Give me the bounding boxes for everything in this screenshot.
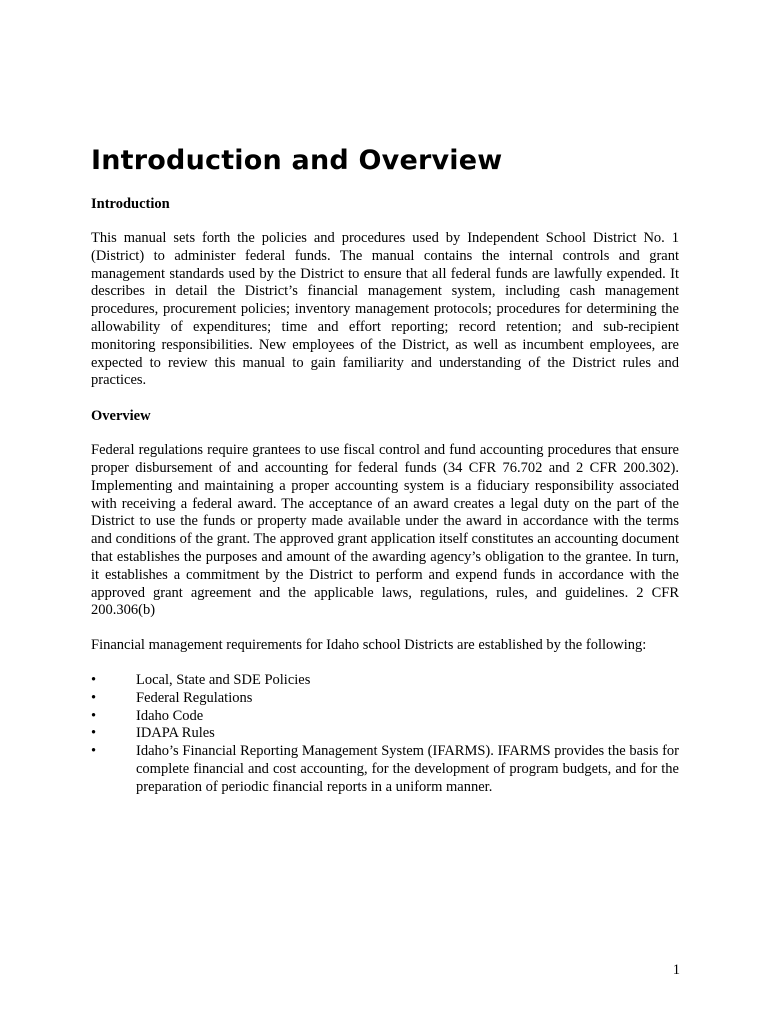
bullet-icon: • xyxy=(91,671,97,688)
bullet-icon: • xyxy=(91,689,97,706)
list-item-text: Idaho Code xyxy=(136,707,204,724)
page-title: Introduction and Overview xyxy=(91,145,503,176)
requirements-list xyxy=(91,672,679,797)
page-number: 1 xyxy=(672,962,680,978)
list-item xyxy=(91,708,679,726)
list-item-text: Idaho’s Financial Reporting Management System (IFARMS). IFARMS provides the basis for complete financial and cost accounting, for the development of program budgets, and for the preparation of periodic financial reports in a uniform manner. xyxy=(136,743,679,795)
bullet-icon: • xyxy=(91,707,97,724)
page-content xyxy=(91,143,679,797)
list-item-text: Federal Regulations xyxy=(136,689,253,706)
list-item xyxy=(91,672,679,690)
bullet-icon: • xyxy=(91,743,97,760)
section-heading-introduction: Introduction xyxy=(91,196,170,212)
list-item-text: IDAPA Rules xyxy=(136,725,215,742)
list-item xyxy=(91,725,679,743)
introduction-paragraph: This manual sets forth the policies and procedures used by Independent School District No. 1 (District) to administer federal funds. The manual contains the internal controls and grant management standards used by the District to ensure that all federal funds are lawfully expended. It describes in detail the District’s financial management system, including cash management procedures, procurement policies; inventory management protocols; procedures for determining the allowability of expenditures; time and effort reporting; record retention; and sub-recipient monitoring responsibilities. New employees of the District, as well as incumbent employees, are expected to review this manual to gain familiarity and understanding of the District rules and practices. xyxy=(91,230,679,389)
list-item-text: Local, State and SDE Policies xyxy=(136,671,311,688)
bullet-icon: • xyxy=(91,725,97,742)
list-item xyxy=(91,690,679,708)
requirements-intro: Financial management requirements for Idaho school Districts are established by the following: xyxy=(91,637,647,654)
section-heading-overview: Overview xyxy=(91,408,151,425)
overview-paragraph: Federal regulations require grantees to use fiscal control and fund accounting procedures that ensure proper disbursement of and accounting for federal funds (34 CFR 76.702 and 2 CFR 200.302). Implementing and maintaining a proper accounting system is a fiduciary responsibility associated with receiving a federal award. The acceptance of an award creates a legal duty on the part of the District to use the funds or property made available under the award in accordance with the terms and conditions of the grant. The approved grant application itself constitutes an accounting document that establishes the purposes and amount of the awarding agency’s obligation to the grantee. In turn, it establishes a commitment by the District to perform and expend funds in accordance with the approved grant agreement and the applicable laws, regulations, rules, and guidelines. 2 CFR 200.306(b) xyxy=(91,442,679,619)
list-item xyxy=(91,743,679,796)
